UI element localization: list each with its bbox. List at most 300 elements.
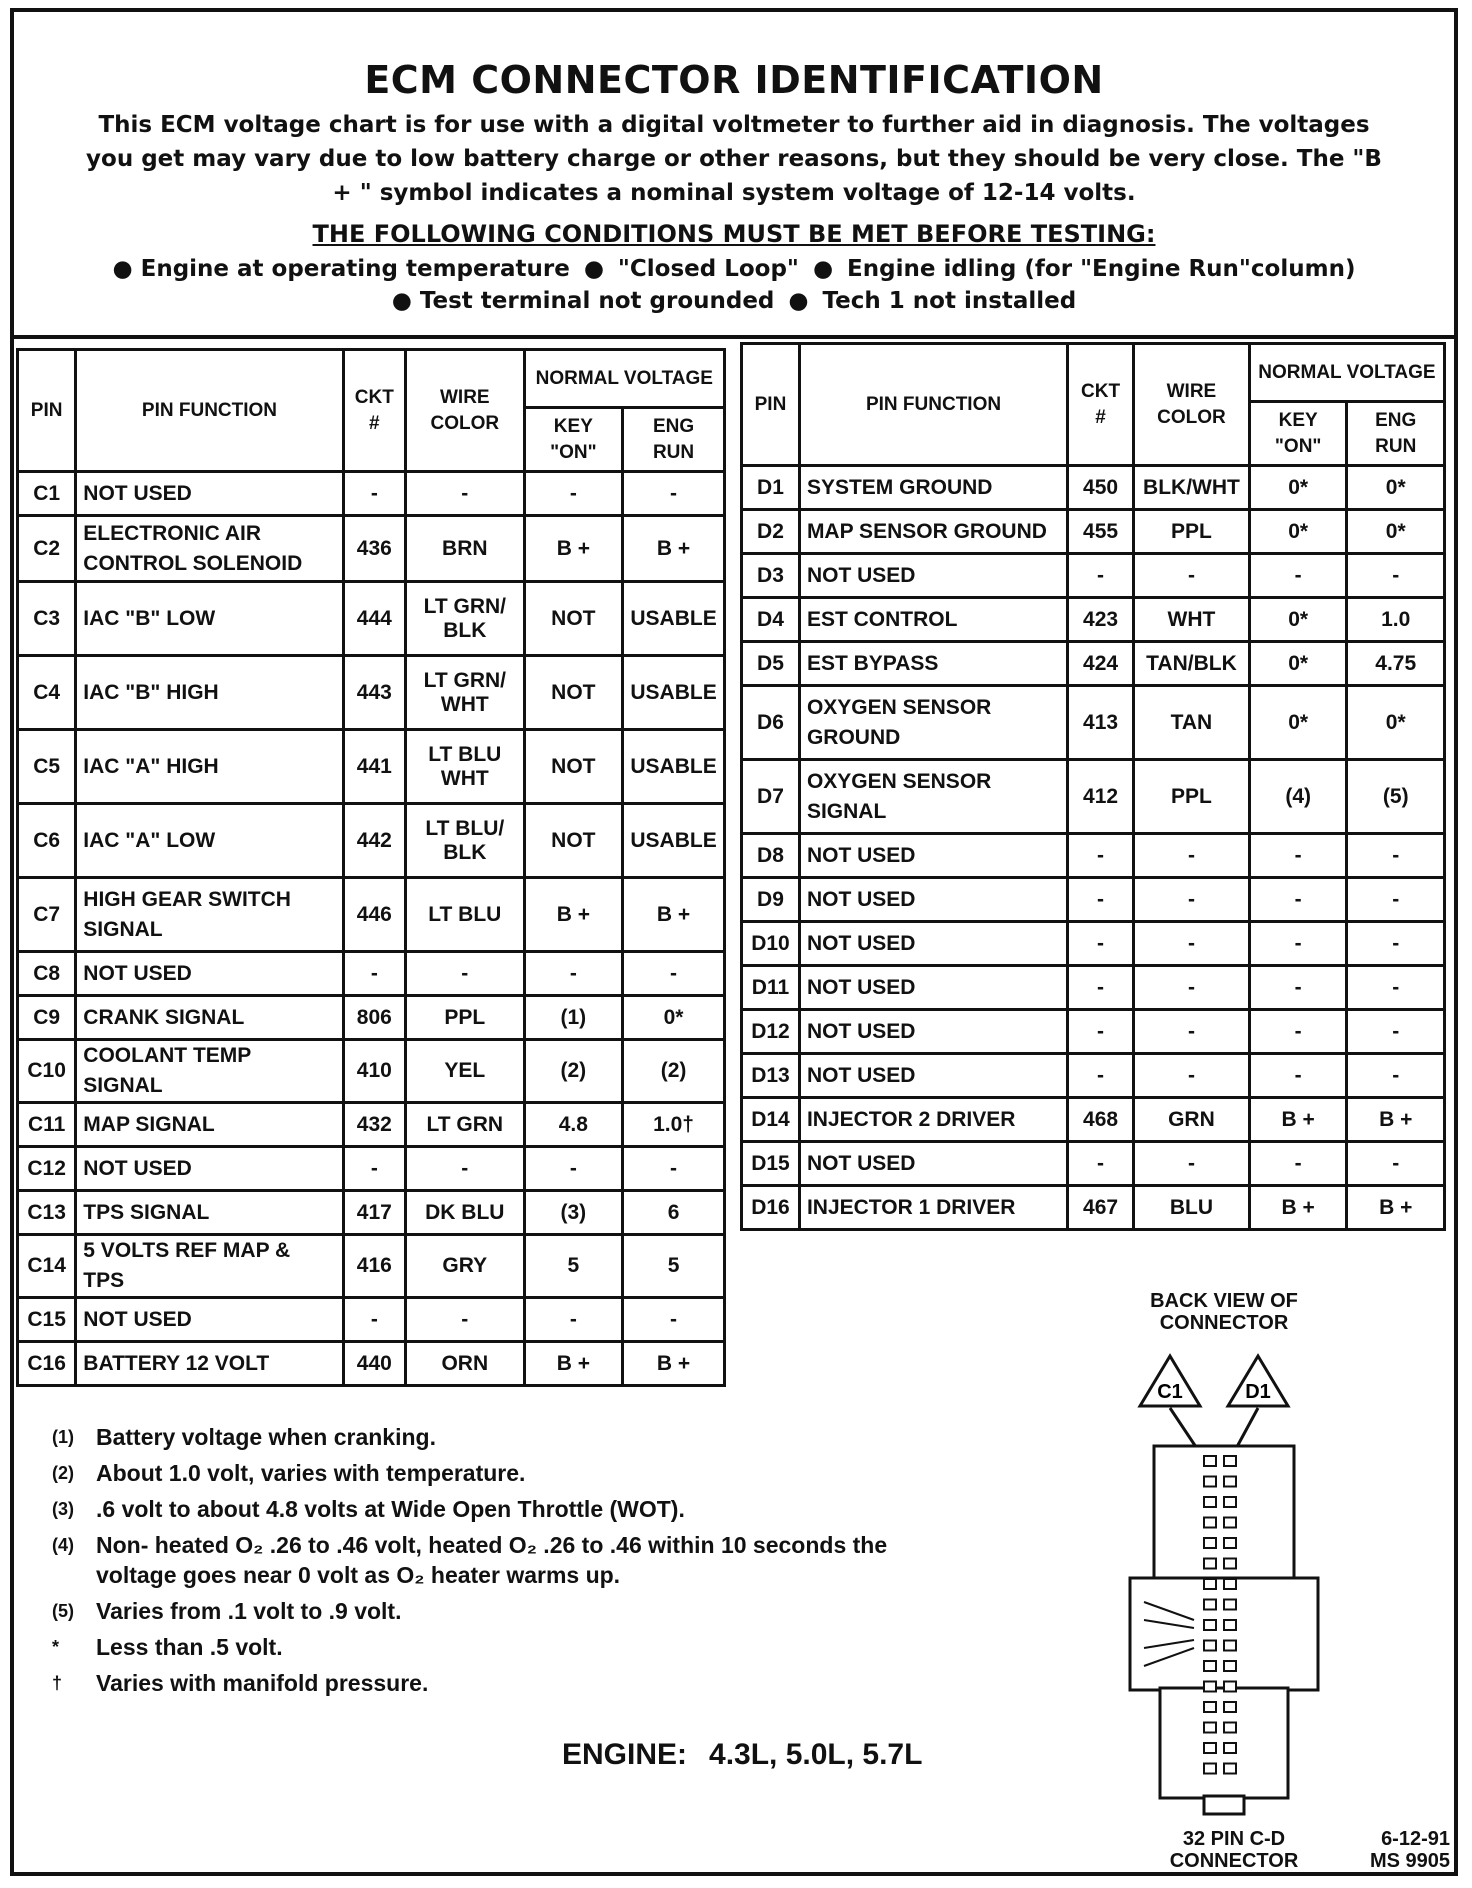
key-on-cell: - <box>1249 1142 1347 1186</box>
pin-cell: C7 <box>18 878 76 952</box>
conditions-line-1 <box>14 256 1454 282</box>
header-key-on: KEY "ON" <box>524 408 623 472</box>
wire-cell: - <box>405 1298 524 1342</box>
wire-cell: - <box>1133 1010 1249 1054</box>
eng-run-cell: - <box>1347 1054 1445 1098</box>
d-pin-table <box>740 342 1446 1231</box>
key-on-cell: - <box>1249 878 1347 922</box>
intro-text: This ECM voltage chart is for use with a digital voltmeter to further aid in diagnosis. The voltages you get may vary due to low battery charge or other reasons, but they should be very close. The "B + " symbol indicates a nominal system voltage of 12-14 volts. <box>86 112 1382 206</box>
table-row <box>742 1010 1445 1054</box>
key-on-cell: (2) <box>524 1040 623 1103</box>
pin-cell: C9 <box>18 996 76 1040</box>
pin-cell: D10 <box>742 922 800 966</box>
table-row <box>742 966 1445 1010</box>
connector-pin <box>1224 1702 1236 1712</box>
table-row <box>742 878 1445 922</box>
footnote-item <box>44 1494 904 1524</box>
wire-cell: LT BLU <box>405 878 524 952</box>
eng-run-cell: - <box>1347 554 1445 598</box>
pin-cell: D4 <box>742 598 800 642</box>
eng-run-cell: 0* <box>1347 466 1445 510</box>
key-on-cell: B + <box>524 878 623 952</box>
ckt-cell: 806 <box>343 996 405 1040</box>
footnote-item <box>44 1422 904 1452</box>
eng-run-cell: - <box>1347 1142 1445 1186</box>
connector-pin <box>1204 1600 1216 1610</box>
connector-pin <box>1204 1764 1216 1774</box>
function-cell: ELECTRONIC AIR CONTROL SOLENOID <box>76 516 343 582</box>
wire-cell: WHT <box>1133 598 1249 642</box>
connector-pin <box>1204 1497 1216 1507</box>
footnote-marker: (5) <box>52 1601 74 1621</box>
wire-cell: YEL <box>405 1040 524 1103</box>
ckt-cell: - <box>1068 554 1134 598</box>
ckt-cell: 443 <box>343 656 405 730</box>
connector-key-tab <box>1204 1796 1244 1814</box>
wire-cell: - <box>405 1147 524 1191</box>
pin-cell: D15 <box>742 1142 800 1186</box>
key-on-cell: 5 <box>524 1235 623 1298</box>
key-on-cell: 0* <box>1249 598 1347 642</box>
key-on-cell: 0* <box>1249 686 1347 760</box>
pin-cell: D16 <box>742 1186 800 1230</box>
page-title: ECM CONNECTOR IDENTIFICATION <box>364 58 1104 102</box>
footnote-text: .6 volt to about 4.8 volts at Wide Open Throttle (WOT). <box>96 1496 685 1522</box>
key-on-cell: (1) <box>524 996 623 1040</box>
function-cell: NOT USED <box>799 922 1067 966</box>
table-row <box>18 516 725 582</box>
pin-cell: D5 <box>742 642 800 686</box>
function-cell: OXYGEN SENSOR GROUND <box>799 686 1067 760</box>
connector-pin <box>1224 1559 1236 1569</box>
eng-run-cell: (5) <box>1347 760 1445 834</box>
key-on-cell: 0* <box>1249 642 1347 686</box>
eng-run-cell: B + <box>623 516 725 582</box>
table-row <box>742 1054 1445 1098</box>
connector-pin <box>1224 1579 1236 1589</box>
bullet-icon: ● <box>391 288 412 314</box>
conditions-heading: THE FOLLOWING CONDITIONS MUST BE MET BEFORE TESTING: <box>312 220 1156 248</box>
function-cell: IAC "A" LOW <box>76 804 343 878</box>
function-cell: NOT USED <box>799 1054 1067 1098</box>
connector-pin <box>1224 1518 1236 1528</box>
ckt-cell: 413 <box>1068 686 1134 760</box>
condition-item: Test terminal not grounded <box>419 288 775 314</box>
function-cell: MAP SENSOR GROUND <box>799 510 1067 554</box>
eng-run-cell: - <box>1347 834 1445 878</box>
eng-run-cell: 1.0 <box>1347 598 1445 642</box>
c1-label: C1 <box>1157 1381 1183 1403</box>
wire-cell: PPL <box>1133 510 1249 554</box>
table-row <box>742 510 1445 554</box>
connector-latch <box>1130 1578 1318 1690</box>
key-on-cell: NOT <box>524 656 623 730</box>
table-row <box>742 1098 1445 1142</box>
eng-run-cell: B + <box>623 878 725 952</box>
function-cell: MAP SIGNAL <box>76 1103 343 1147</box>
ckt-cell: 424 <box>1068 642 1134 686</box>
header-pin: PIN <box>18 350 76 472</box>
eng-run-cell: 6 <box>623 1191 725 1235</box>
ckt-cell: 410 <box>343 1040 405 1103</box>
bullet-icon: ● <box>788 288 809 314</box>
table-row <box>18 952 725 996</box>
eng-run-cell: - <box>1347 966 1445 1010</box>
ckt-cell: 432 <box>343 1103 405 1147</box>
eng-run-cell: - <box>1347 878 1445 922</box>
connector-pin <box>1224 1764 1236 1774</box>
table-row <box>18 730 725 804</box>
connector-pin <box>1224 1641 1236 1651</box>
d1-triangle-icon <box>1228 1356 1288 1406</box>
pin-cell: D6 <box>742 686 800 760</box>
header-wire: WIRE COLOR <box>405 350 524 472</box>
pin-cell: D14 <box>742 1098 800 1142</box>
key-on-cell: - <box>524 952 623 996</box>
ckt-cell: 417 <box>343 1191 405 1235</box>
key-on-cell: - <box>1249 1010 1347 1054</box>
pin-cell: D9 <box>742 878 800 922</box>
table-row <box>18 1103 725 1147</box>
chart-frame <box>10 8 1458 1876</box>
header-normal-voltage: NORMAL VOLTAGE <box>524 350 724 408</box>
function-cell: NOT USED <box>799 878 1067 922</box>
key-on-cell: - <box>524 1298 623 1342</box>
key-on-cell: B + <box>1249 1186 1347 1230</box>
key-on-cell: B + <box>524 516 623 582</box>
table-row <box>18 472 725 516</box>
connector-pin <box>1204 1620 1216 1630</box>
pin-cell: C15 <box>18 1298 76 1342</box>
pin-cell: C16 <box>18 1342 76 1386</box>
footnote-marker: (2) <box>52 1463 74 1483</box>
table-row <box>742 1186 1445 1230</box>
wire-cell: GRN <box>1133 1098 1249 1142</box>
engine-line <box>562 1738 922 1772</box>
table-row <box>18 1298 725 1342</box>
footnote-marker: (1) <box>52 1427 74 1447</box>
connector-pin <box>1224 1723 1236 1733</box>
eng-run-cell: - <box>1347 922 1445 966</box>
connector-pin <box>1204 1559 1216 1569</box>
eng-run-cell: USABLE <box>623 582 725 656</box>
eng-run-cell: 0* <box>1347 510 1445 554</box>
eng-run-cell: 0* <box>623 996 725 1040</box>
key-on-cell: B + <box>1249 1098 1347 1142</box>
header-eng-run: ENG RUN <box>623 408 725 472</box>
pin-cell: D7 <box>742 760 800 834</box>
ckt-cell: 446 <box>343 878 405 952</box>
table-row <box>18 1147 725 1191</box>
pin-cell: C5 <box>18 730 76 804</box>
connector-pin <box>1204 1538 1216 1548</box>
eng-run-cell: - <box>1347 1010 1445 1054</box>
pin-cell: D13 <box>742 1054 800 1098</box>
table-row <box>18 582 725 656</box>
c-pin-table <box>16 348 726 1387</box>
key-on-cell: - <box>524 1147 623 1191</box>
eng-run-cell: USABLE <box>623 730 725 804</box>
wire-cell: TAN <box>1133 686 1249 760</box>
function-cell: EST BYPASS <box>799 642 1067 686</box>
ckt-cell: - <box>1068 1142 1134 1186</box>
connector-pin <box>1204 1579 1216 1589</box>
table-row <box>742 642 1445 686</box>
ckt-cell: 468 <box>1068 1098 1134 1142</box>
engine-value: 4.3L, 5.0L, 5.7L <box>709 1738 923 1771</box>
eng-run-cell: 1.0† <box>623 1103 725 1147</box>
connector-bottom-label: 32 PIN C-D CONNECTOR <box>1169 1828 1299 1872</box>
function-cell: HIGH GEAR SWITCH SIGNAL <box>76 878 343 952</box>
footnote-marker: * <box>52 1637 60 1657</box>
eng-run-cell: - <box>623 472 725 516</box>
ckt-cell: 450 <box>1068 466 1134 510</box>
function-cell: NOT USED <box>799 834 1067 878</box>
function-cell: EST CONTROL <box>799 598 1067 642</box>
pin-cell: D3 <box>742 554 800 598</box>
table-row <box>742 834 1445 878</box>
connector-diagram <box>1124 1352 1324 1822</box>
function-cell: NOT USED <box>799 554 1067 598</box>
table-row <box>18 1342 725 1386</box>
function-cell: OXYGEN SENSOR SIGNAL <box>799 760 1067 834</box>
wire-cell: LT BLU/ BLK <box>405 804 524 878</box>
function-cell: TPS SIGNAL <box>76 1191 343 1235</box>
ckt-cell: 436 <box>343 516 405 582</box>
wire-cell: PPL <box>405 996 524 1040</box>
wire-cell: TAN/BLK <box>1133 642 1249 686</box>
header-ckt: CKT # <box>1068 344 1134 466</box>
wire-cell: LT BLU WHT <box>405 730 524 804</box>
table-row <box>18 1235 725 1298</box>
pin-cell: C2 <box>18 516 76 582</box>
connector-pin <box>1224 1682 1236 1692</box>
wire-cell: LT GRN/ WHT <box>405 656 524 730</box>
ckt-cell: - <box>1068 922 1134 966</box>
function-cell: NOT USED <box>76 952 343 996</box>
pin-cell: C4 <box>18 656 76 730</box>
document-date-block <box>1350 1828 1450 1872</box>
footnote-text: Non- heated O₂ .26 to .46 volt, heated O₂ .26 to .46 within 10 seconds the voltage goes near 0 volt as O₂ heater warms up. <box>96 1532 888 1588</box>
function-cell: COOLANT TEMP SIGNAL <box>76 1040 343 1103</box>
function-cell: INJECTOR 2 DRIVER <box>799 1098 1067 1142</box>
wire-cell: - <box>1133 554 1249 598</box>
pin-cell: D2 <box>742 510 800 554</box>
c1-triangle-icon <box>1140 1356 1200 1406</box>
connector-pin <box>1224 1497 1236 1507</box>
connector-pin <box>1224 1456 1236 1466</box>
key-on-cell: 0* <box>1249 510 1347 554</box>
header-ckt: CKT # <box>343 350 405 472</box>
table-row <box>742 686 1445 760</box>
connector-pin <box>1204 1477 1216 1487</box>
key-on-cell: - <box>1249 1054 1347 1098</box>
condition-item: Tech 1 not installed <box>822 288 1077 314</box>
ckt-cell: 412 <box>1068 760 1134 834</box>
eng-run-cell: (2) <box>623 1040 725 1103</box>
function-cell: IAC "B" HIGH <box>76 656 343 730</box>
pin-cell: C6 <box>18 804 76 878</box>
table-row <box>742 1142 1445 1186</box>
footnote-text: Less than .5 volt. <box>96 1634 283 1660</box>
eng-run-cell: USABLE <box>623 804 725 878</box>
pin-cell: C12 <box>18 1147 76 1191</box>
document-id: MS 9905 <box>1369 1850 1450 1872</box>
key-on-cell: - <box>1249 834 1347 878</box>
header-function: PIN FUNCTION <box>799 344 1067 466</box>
footnote-item <box>44 1632 904 1662</box>
table-row <box>18 1040 725 1103</box>
bullet-icon: ● <box>583 256 604 282</box>
wire-cell: - <box>1133 1142 1249 1186</box>
header-wire: WIRE COLOR <box>1133 344 1249 466</box>
connector-view-label: BACK VIEW OF CONNECTOR <box>1150 1290 1298 1334</box>
footnotes <box>44 1422 904 1704</box>
connector-pin <box>1204 1723 1216 1733</box>
table-row <box>18 878 725 952</box>
function-cell: CRANK SIGNAL <box>76 996 343 1040</box>
d1-label: D1 <box>1245 1381 1271 1403</box>
footnote-text: Battery voltage when cranking. <box>96 1424 436 1450</box>
connector-pin <box>1204 1661 1216 1671</box>
engine-label: ENGINE: <box>562 1738 688 1771</box>
wire-cell: ORN <box>405 1342 524 1386</box>
header-normal-voltage: NORMAL VOLTAGE <box>1249 344 1444 402</box>
footnote-text: Varies with manifold pressure. <box>96 1670 429 1696</box>
ckt-cell: - <box>343 1147 405 1191</box>
key-on-cell: - <box>1249 554 1347 598</box>
pin-cell: D12 <box>742 1010 800 1054</box>
function-cell: 5 VOLTS REF MAP & TPS <box>76 1235 343 1298</box>
wire-cell: BLU <box>1133 1186 1249 1230</box>
function-cell: BATTERY 12 VOLT <box>76 1342 343 1386</box>
pin-cell: C1 <box>18 472 76 516</box>
key-on-cell: (4) <box>1249 760 1347 834</box>
table-row <box>18 1191 725 1235</box>
pin-cell: C10 <box>18 1040 76 1103</box>
ckt-cell: - <box>1068 966 1134 1010</box>
eng-run-cell: - <box>623 1147 725 1191</box>
eng-run-cell: 4.75 <box>1347 642 1445 686</box>
connector-pin <box>1224 1477 1236 1487</box>
function-cell: IAC "B" LOW <box>76 582 343 656</box>
function-cell: NOT USED <box>799 966 1067 1010</box>
ckt-cell: - <box>343 1298 405 1342</box>
pin-cell: D8 <box>742 834 800 878</box>
eng-run-cell: 0* <box>1347 686 1445 760</box>
connector-pin <box>1204 1456 1216 1466</box>
header-function: PIN FUNCTION <box>76 350 343 472</box>
function-cell: IAC "A" HIGH <box>76 730 343 804</box>
pin-cell: C14 <box>18 1235 76 1298</box>
footnote-item <box>44 1530 904 1590</box>
pin-cell: C11 <box>18 1103 76 1147</box>
table-row <box>18 996 725 1040</box>
condition-item: Engine idling (for "Engine Run"column) <box>847 256 1356 282</box>
wire-cell: LT GRN <box>405 1103 524 1147</box>
pin-cell: C8 <box>18 952 76 996</box>
connector-pin <box>1224 1600 1236 1610</box>
function-cell: INJECTOR 1 DRIVER <box>799 1186 1067 1230</box>
ckt-cell: 467 <box>1068 1186 1134 1230</box>
ckt-cell: - <box>343 472 405 516</box>
header <box>14 12 1454 339</box>
eng-run-cell: 5 <box>623 1235 725 1298</box>
ckt-cell: - <box>1068 1054 1134 1098</box>
wire-cell: BRN <box>405 516 524 582</box>
key-on-cell: (3) <box>524 1191 623 1235</box>
key-on-cell: NOT <box>524 730 623 804</box>
key-on-cell: - <box>1249 966 1347 1010</box>
connector-pin <box>1204 1641 1216 1651</box>
eng-run-cell: - <box>623 952 725 996</box>
footnote-marker: (3) <box>52 1499 74 1519</box>
key-on-cell: - <box>524 472 623 516</box>
eng-run-cell: B + <box>623 1342 725 1386</box>
connector-pin <box>1224 1661 1236 1671</box>
footnote-marker: † <box>52 1673 63 1693</box>
table-row <box>742 466 1445 510</box>
wire-cell: - <box>1133 966 1249 1010</box>
key-on-cell: NOT <box>524 804 623 878</box>
header-key-on: KEY "ON" <box>1249 402 1347 466</box>
ckt-cell: 416 <box>343 1235 405 1298</box>
function-cell: NOT USED <box>76 1147 343 1191</box>
wire-cell: - <box>405 952 524 996</box>
wire-cell: - <box>1133 922 1249 966</box>
connector-pin <box>1204 1702 1216 1712</box>
connector-pin <box>1204 1682 1216 1692</box>
pin-cell: D1 <box>742 466 800 510</box>
wire-cell: DK BLU <box>405 1191 524 1235</box>
header-pin: PIN <box>742 344 800 466</box>
bullet-icon: ● <box>112 256 133 282</box>
wire-cell: - <box>1133 834 1249 878</box>
footnote-text: About 1.0 volt, varies with temperature. <box>96 1460 526 1486</box>
eng-run-cell: USABLE <box>623 656 725 730</box>
table-row <box>742 760 1445 834</box>
table-row <box>18 804 725 878</box>
wire-cell: - <box>1133 878 1249 922</box>
table-row <box>742 554 1445 598</box>
ckt-cell: - <box>1068 834 1134 878</box>
ckt-cell: - <box>1068 1010 1134 1054</box>
eng-run-cell: B + <box>1347 1186 1445 1230</box>
wire-cell: - <box>405 472 524 516</box>
pin-cell: C13 <box>18 1191 76 1235</box>
footnote-item <box>44 1668 904 1698</box>
connector-pin <box>1224 1620 1236 1630</box>
bullet-icon: ● <box>812 256 834 282</box>
header-eng-run: ENG RUN <box>1347 402 1445 466</box>
key-on-cell: NOT <box>524 582 623 656</box>
wire-cell: PPL <box>1133 760 1249 834</box>
footnote-marker: (4) <box>52 1535 74 1555</box>
ckt-cell: 423 <box>1068 598 1134 642</box>
key-on-cell: B + <box>524 1342 623 1386</box>
ckt-cell: 444 <box>343 582 405 656</box>
key-on-cell: - <box>1249 922 1347 966</box>
wire-cell: BLK/WHT <box>1133 466 1249 510</box>
connector-pin <box>1224 1743 1236 1753</box>
ckt-cell: 442 <box>343 804 405 878</box>
condition-item: Engine at operating temperature <box>140 256 570 282</box>
wire-cell: - <box>1133 1054 1249 1098</box>
function-cell: NOT USED <box>799 1010 1067 1054</box>
function-cell: NOT USED <box>799 1142 1067 1186</box>
key-on-cell: 4.8 <box>524 1103 623 1147</box>
key-on-cell: 0* <box>1249 466 1347 510</box>
